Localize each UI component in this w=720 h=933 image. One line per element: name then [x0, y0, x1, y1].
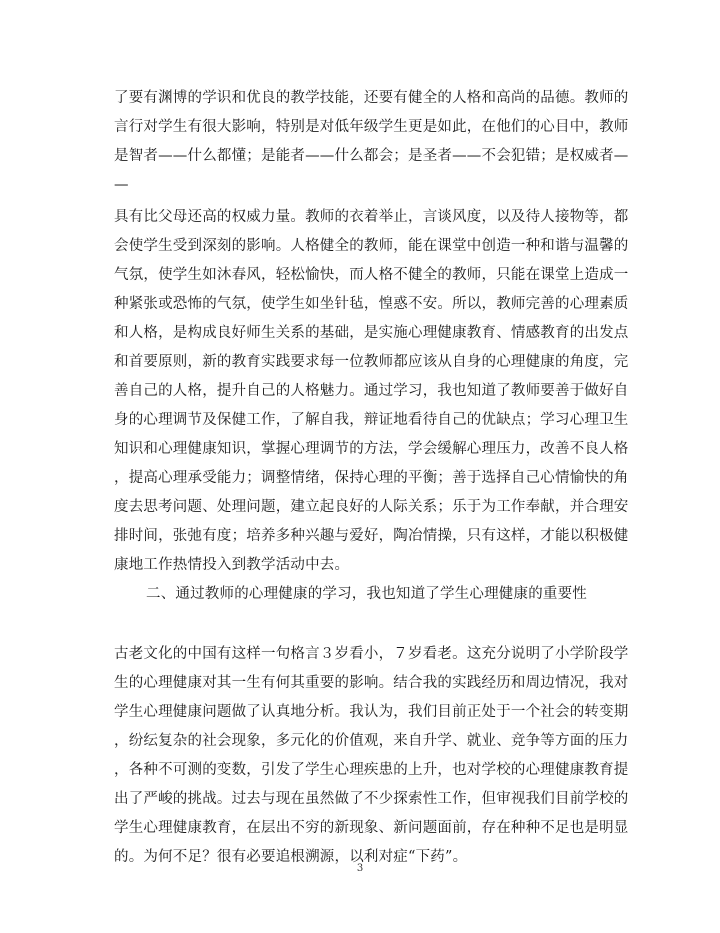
text-line: 会使学生受到深刻的影响。人格健全的教师，能在课堂中创造一种和谐与温馨的: [114, 238, 629, 254]
text-line: 知识和心理健康知识，掌握心理调节的方法，学会缓解心理压力，改善不良人格: [114, 441, 629, 457]
text-line: 种紧张或恐怖的气氛，使学生如坐针毡，惶惑不安。所以，教师完善的心理素质: [114, 296, 629, 312]
text-line: 和首要原则，新的教育实践要求每一位教师都应该从自身的心理健康的角度，完: [114, 354, 629, 370]
text-line: 康地工作热情投入到教学活动中去。: [114, 557, 350, 573]
text-line: 具有比父母还高的权威力量。教师的衣着举止，言谈风度，以及待人接物等，都: [114, 209, 629, 225]
text-line: 古老文化的中国有这样一句格言３岁看小，７岁看老。这充分说明了小学阶段学: [114, 646, 629, 662]
text-line: 生的心理健康对其一生有何其重要的影响。结合我的实践经历和周边情况，我对: [114, 675, 629, 691]
text-line: 善自己的人格，提升自己的人格魅力。通过学习，我也知道了教师要善于做好自: [114, 383, 629, 399]
text-line: 出了严峻的挑战。过去与现在虽然做了不少探索性工作，但审视我们目前学校的: [114, 791, 629, 807]
text-line: 排时间，张弛有度；培养多种兴趣与爱好，陶冶情操，只有这样，才能以积极健: [114, 528, 629, 544]
text-line: 身的心理调节及保健工作，了解自我，辩证地看待自己的优缺点；学习心理卫生: [114, 412, 629, 428]
section-heading: 二、通过教师的心理健康的学习，我也知道了学生心理健康的重要性: [146, 586, 587, 602]
text-line: 气氛，使学生如沐春风，轻松愉快，而人格不健全的教师，只能在课堂上造成一: [114, 267, 629, 283]
text-line: 是智者——什么都懂；是能者——什么都会；是圣者——不会犯错；是权威者—: [114, 148, 629, 164]
text-line: 言行对学生有很大影响，特别是对低年级学生更是如此，在他们的心目中，教师: [114, 119, 629, 135]
text-line: ，提高心理承受能力；调整情绪，保持心理的平衡；善于选择自己心情愉快的角: [114, 470, 629, 486]
text-line: 了要有渊博的学识和优良的教学技能，还要有健全的人格和高尚的品德。教师的: [114, 90, 629, 106]
text-line: 的。为何不足？很有必要追根溯源，以利对症“下药”。: [114, 849, 468, 865]
text-line: 和人格，是构成良好师生关系的基础，是实施心理健康教育、情感教育的出发点: [114, 325, 629, 341]
text-line: ，各种不可测的变数，引发了学生心理疾患的上升，也对学校的心理健康教育提: [114, 762, 629, 778]
text-line: 学生心理健康教育，在层出不穷的新现象、新问题面前，存在种种不足也是明显: [114, 820, 629, 836]
text-line: 学生心理健康问题做了认真地分析。我认为，我们目前正处于一个社会的转变期: [114, 704, 629, 720]
text-line: 度去思考问题、处理问题，建立起良好的人际关系；乐于为工作奉献，并合理安: [114, 499, 629, 515]
text-line: —: [114, 177, 129, 193]
text-line: ，纷纭复杂的社会现象，多元化的价值观，来自升学、就业、竞争等方面的压力: [114, 733, 629, 749]
page-number: 3: [356, 863, 364, 874]
